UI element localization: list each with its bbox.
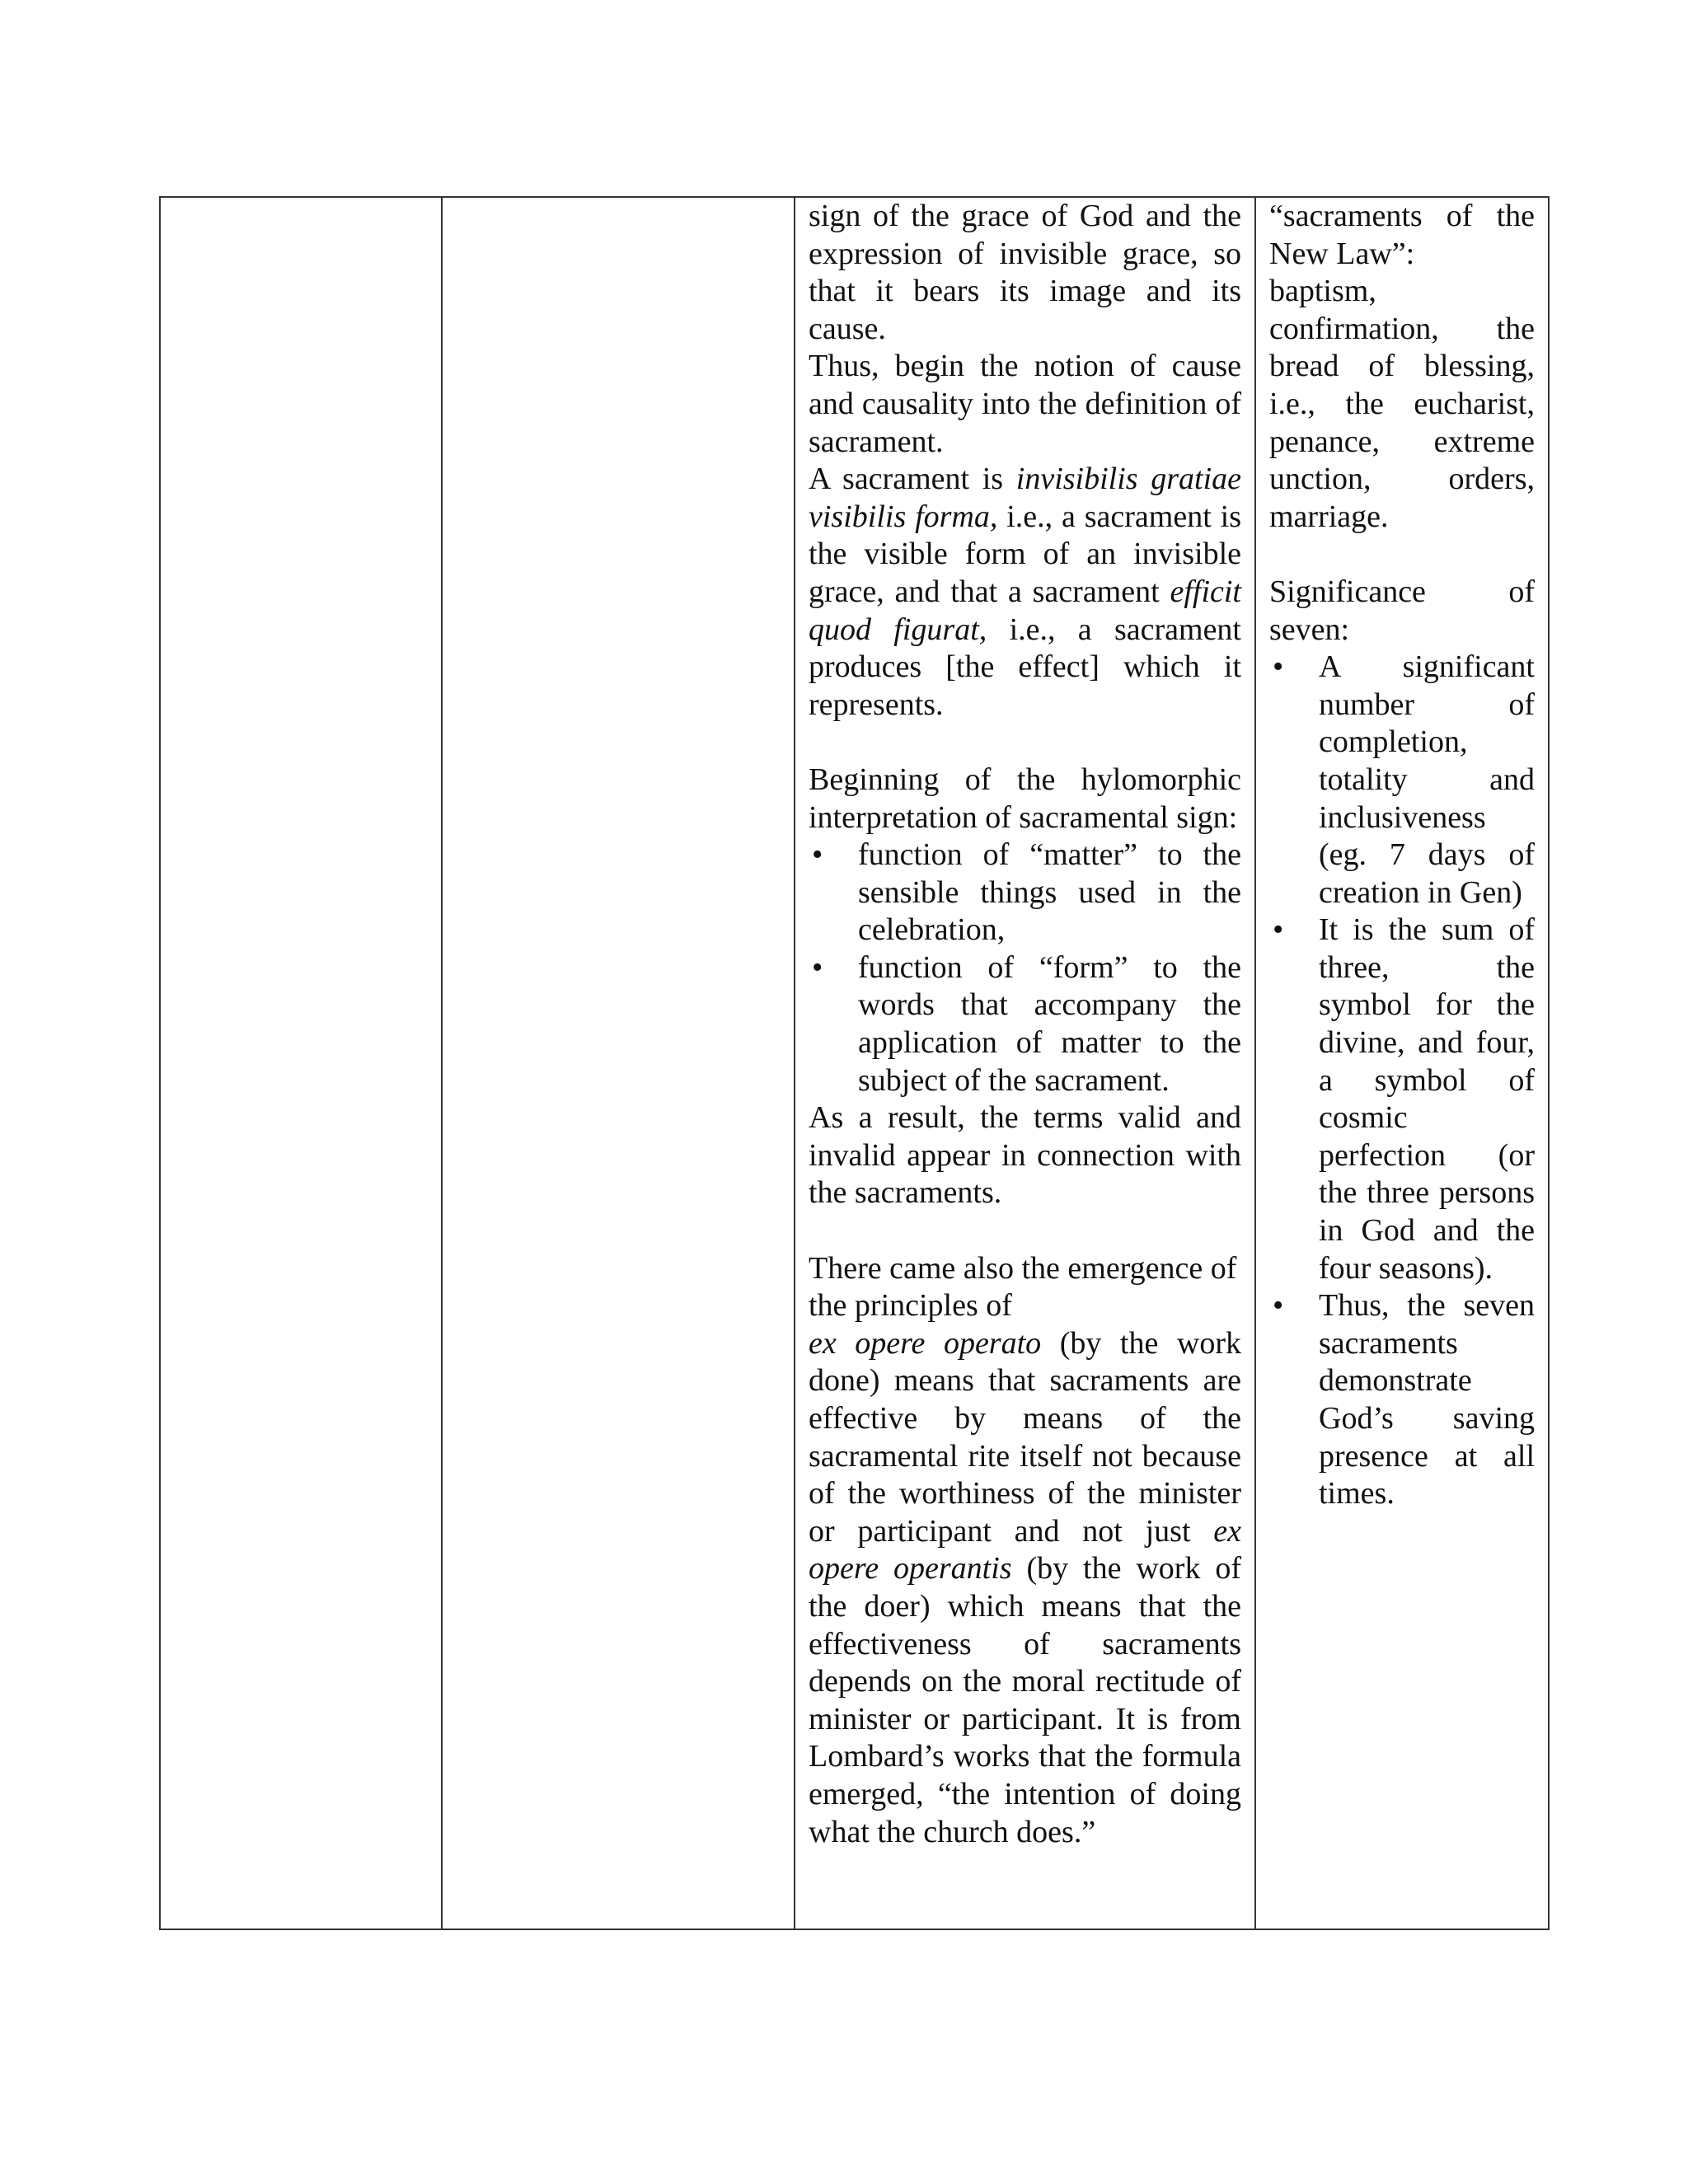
list-item-text: function of “matter” to the sensible things used in the celebration,	[858, 837, 1241, 948]
content-table	[159, 196, 1550, 1930]
paragraph: Thus, begin the notion of cause and causality into the definition of sacrament.	[809, 349, 1241, 459]
paragraph: sign of the grace of God and the expression of invisible grace, so that it bears its image and its cause.	[809, 199, 1241, 346]
text-run: (by the work of the doer) which means that the effectiveness of sacraments depends on the moral rectitude of minister or participant. It is from Lombard’s works that the formula emerged, “the intention of doing what the church does.”	[809, 1551, 1241, 1849]
bullet-icon: •	[812, 949, 823, 985]
paragraph: Beginning of the hylomorphic interpretation of sacramental sign:	[809, 762, 1241, 835]
table-cell-seven-sacraments	[1255, 197, 1549, 1929]
table-row	[160, 197, 1549, 1929]
table-cell-empty-1	[160, 197, 442, 1929]
paragraph: There came also the emergence of the principles of	[809, 1250, 1237, 1324]
paragraph: Significance of seven:	[1269, 574, 1535, 647]
list-item	[1269, 912, 1535, 1287]
blank-line	[1269, 536, 1535, 574]
bullet-icon: •	[1273, 1288, 1284, 1324]
paragraph: baptism,	[1269, 274, 1376, 309]
blank-line	[809, 724, 1241, 762]
list-item	[809, 949, 1241, 1099]
paragraph	[809, 1325, 1241, 1851]
paragraph: As a result, the terms valid and invalid appear in connection with the sacraments.	[809, 1100, 1241, 1211]
bullet-list	[1269, 649, 1535, 1513]
bullet-icon: •	[812, 837, 823, 873]
text-run: (by the work done) means that sacraments are effective by means of the sacramental rite itself not because of the worthiness of the minister or participant and not just	[809, 1325, 1241, 1549]
text-run: A sacrament is	[809, 462, 1016, 497]
list-item-text: Thus, the seven sacraments demonstrate God’s saving presence at all times.	[1319, 1288, 1535, 1511]
table-cell-empty-2	[442, 197, 795, 1929]
list-item-text: A significant number of completion, totality and inclusiveness (eg. 7 days of creation in Gen)	[1319, 649, 1535, 910]
bullet-icon: •	[1273, 912, 1284, 948]
latin-term: ex opere operato	[809, 1325, 1042, 1361]
latin-term: efficit quod figurat,	[809, 574, 1241, 647]
latin-term: invisibilis gratiae visibilis forma,	[809, 462, 1242, 534]
latin-term: ex opere operantis	[809, 1513, 1241, 1586]
list-item	[1269, 1287, 1535, 1513]
bullet-icon: •	[1273, 649, 1284, 685]
list-item	[809, 837, 1241, 949]
list-item-text: function of “form” to the words that accompany the application of matter to the subject of the sacrament.	[858, 949, 1241, 1098]
paragraph: “sacraments of the New Law”:	[1269, 199, 1535, 271]
paragraph	[809, 461, 1241, 724]
paragraph: confirmation, the bread of blessing, i.e., the eucharist, penance, extreme unction, orders, marriage.	[1269, 311, 1535, 534]
list-item	[1269, 649, 1535, 912]
table-cell-lombard-notes	[795, 197, 1255, 1929]
text-run: i.e., a sacrament is the visible form of an invisible grace, and that a sacrament	[809, 499, 1241, 609]
list-item-text: It is the sum of three, the symbol for the divine, and four, a symbol of cosmic perfection (or the three persons in God and the four seasons).	[1319, 912, 1535, 1286]
bullet-list	[809, 837, 1241, 1099]
text-run: i.e., a sacrament produces [the effect] which it represents.	[809, 612, 1241, 722]
blank-line	[809, 1212, 1241, 1250]
